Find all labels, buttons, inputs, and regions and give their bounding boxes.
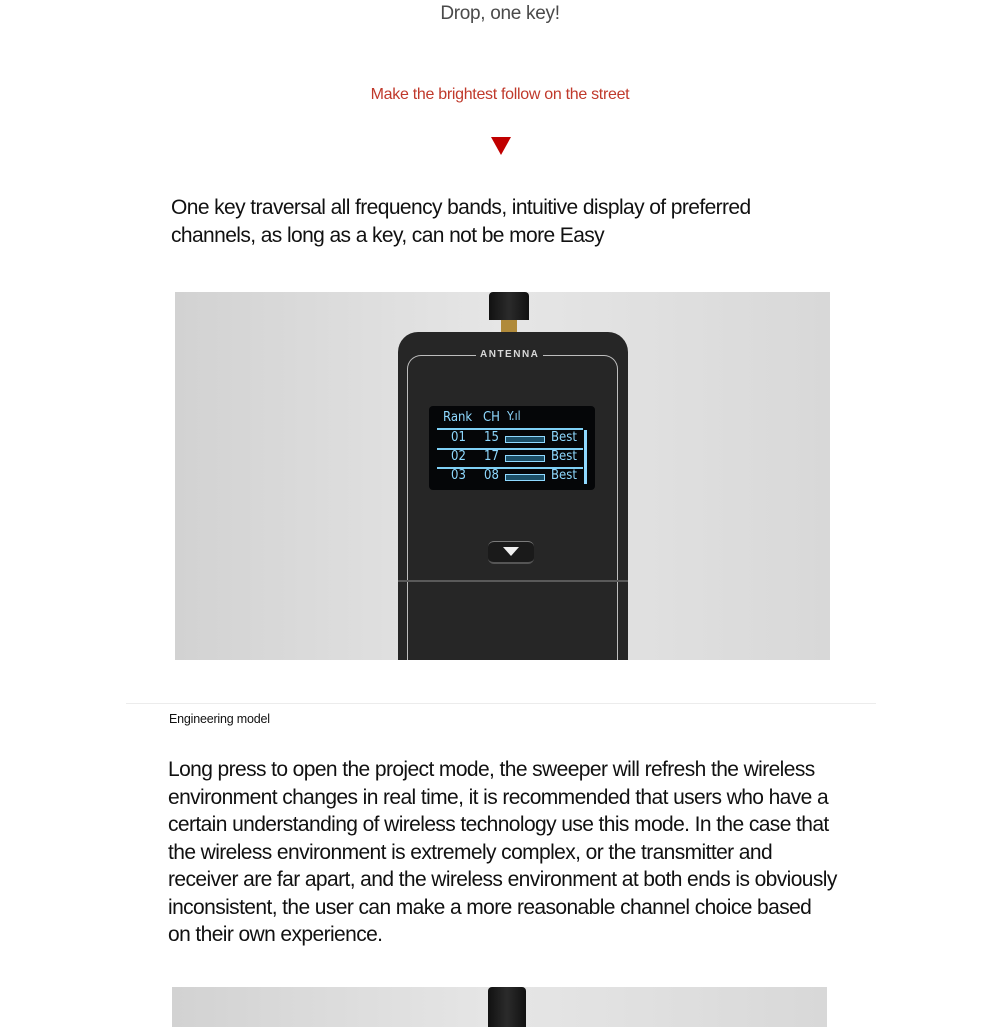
page-title: Drop, one key! [440, 3, 560, 24]
engineering-paragraph: Long press to open the project mode, the sweeper will refresh the wireless environment changes in real time, it is recommended that users who have a certain understanding of wireless technology use this mode. In the case that the wireless environment is extremely complex, or the transmitter and receiver are far apart, and the wireless environment at both ends is obviously inconsistent, the user can make a more reasonable channel choice based on their own experience. [168, 758, 837, 946]
down-triangle-icon [491, 137, 511, 155]
rank-value: 01 [451, 430, 466, 445]
device-seam [398, 580, 628, 582]
channel-header: CH [483, 410, 500, 425]
subtitle: Make the brightest follow on the street [370, 86, 630, 103]
signal-bar [505, 436, 545, 443]
down-arrow-button-icon [503, 547, 519, 556]
down-arrow-button [488, 541, 534, 564]
device-photo [175, 292, 830, 660]
signal-strength-icon: Y.ıl [507, 409, 521, 423]
antenna-icon [488, 987, 526, 1027]
antenna-connector [501, 320, 517, 332]
signal-bar [505, 474, 545, 481]
quality-value: Best [551, 468, 577, 483]
rank-value: 03 [451, 468, 466, 483]
rank-header: Rank [443, 410, 473, 425]
screen-scrollbar [584, 430, 587, 484]
antenna-icon [489, 292, 529, 320]
section-heading: Engineering model [169, 712, 270, 726]
channel-value: 15 [484, 430, 499, 445]
intro-paragraph: One key traversal all frequency bands, intuitive display of preferred channels, as long as a key, can not be more Easy [171, 196, 751, 247]
antenna-label: ANTENNA [476, 349, 543, 360]
quality-value: Best [551, 449, 577, 464]
channel-value: 08 [484, 468, 499, 483]
section-divider [126, 703, 876, 704]
scanner-device [398, 332, 628, 660]
device-photo-2 [172, 987, 827, 1027]
rank-value: 02 [451, 449, 466, 464]
device-outline [407, 355, 618, 660]
channel-value: 17 [484, 449, 499, 464]
device-screen [429, 406, 595, 490]
quality-value: Best [551, 430, 577, 445]
signal-bar [505, 455, 545, 462]
